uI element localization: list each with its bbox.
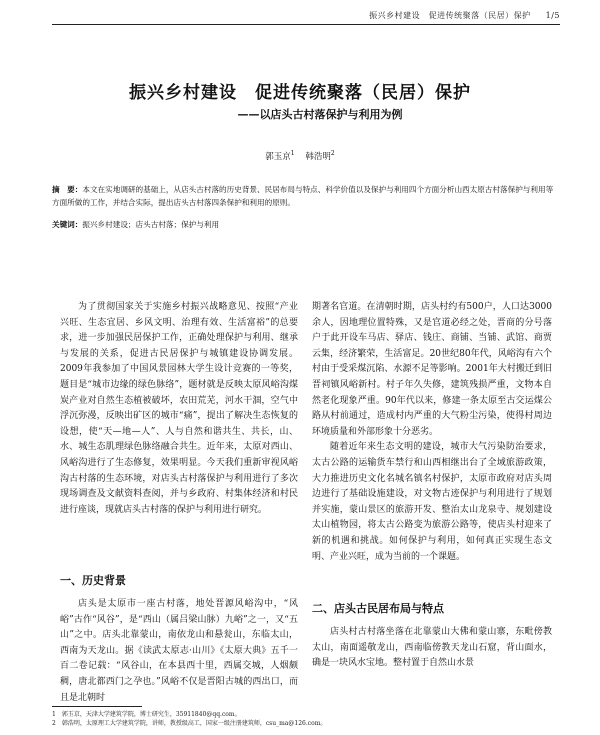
keywords-label: 关键词： xyxy=(52,220,83,229)
left-column-intro xyxy=(60,300,298,518)
abstract-text: 本文在实地调研的基础上，从店头古村落的历史背景、民居布局与特点、科学价值以及保护与利用四个方面分析山西太原古村落保护与利用等方面所做的工作，并结合实际，提出店头古村落四条保护和利用的原则。 xyxy=(52,185,554,207)
right-column-layout xyxy=(312,625,552,672)
abstract xyxy=(52,184,560,209)
header-rule xyxy=(52,24,560,25)
right-column xyxy=(312,300,552,565)
abstract-label: 摘 要： xyxy=(52,185,83,194)
history-paragraph: 店头是太原市一座古村落，地处晋源风峪沟中，“风峪”古作“风谷”，是“西山（属吕梁山脉）九峪”之一，又“五山”之中。店头北靠蒙山，南依龙山和悬瓮山，东临太山，西南为天龙山。据《读武太原志·山川》《太原大典》五千一百二卷记载：“风谷山，在本县西十里，西属交城，人烟颇稠，唐北都西门之孕也。”风峪不仅是晋阳古城的西出口，而且是北朝时 xyxy=(60,599,298,703)
page-number: 1/5 xyxy=(545,11,560,20)
author-name: 韩浩明 xyxy=(305,152,331,162)
section-heading-layout: 二、店头古民居布局与特点 xyxy=(312,602,444,615)
right-paragraph-1: 期著名官道。在清朝时期，店头村约有500户，人口达3000余人，因地理位置特殊，又是官道必经之处，晋商的分号落户于此开设车马店、驿店、钱庄、商铺、当铺、武馆、商贾云集，经济繁荣，生活富足。20世纪80年代，风峪沟有六个村由于受采煤沉陷、水源不足等影响。2001年大村搬迁到旧晋祠镇风峪新村。村子年久失修，建筑残损严重，文物本自然老化现象严重。90年代以来，修建一条太原至古交运煤公路从村前通过，造成村内严重的大气粉尘污染，使得村周边环境质量和外部形象十分恶劣。 xyxy=(312,302,552,437)
paper-subtitle: ——以店头古村落保护与利用为例 xyxy=(237,108,403,121)
running-head-text: 振兴乡村建设 促进传统聚落（民居）保护 xyxy=(369,11,531,20)
author-mark: 1 xyxy=(290,150,295,158)
footnote-2: 2 韩浩明，太原理工大学建筑学院，讲师，教授级高工，国家一级注册建筑师，csu_ma@126.com。 xyxy=(52,720,327,727)
footnote-1: 1 郭玉京，天津大学建筑学院，博士研究生，35911840@qq.com。 xyxy=(52,711,241,718)
author-name: 郭玉京 xyxy=(265,152,291,162)
author-mark: 2 xyxy=(330,150,335,158)
keywords xyxy=(52,219,560,231)
keywords-text: 振兴乡村建设；店头古村落；保护与利用 xyxy=(82,220,220,229)
right-paragraph-2: 随着近年来生态文明的建设，城市大气污染防治要求，太古公路的运输货车禁行和山西相继出台了全域旅游政策，大力推进历史文化名城名镇名村保护，太原市政府对店头周边进行了基础设施建设，对文物古迹保护与利用进行了规划并实施，蒙山景区的旅游开发、整治太山龙泉寺、规划建设太山植物园，将太古公路变为旅游公路等，使店头村迎来了新的机遇和挑战。如何保护与利用，如何真正实现生态文明、产业兴旺，成为当前的一个课题。 xyxy=(312,442,552,562)
section-heading-history: 一、历史背景 xyxy=(60,574,126,587)
layout-paragraph: 店头村古村落坐落在北靠蒙山大佛和蒙山寨，东毗傍教太山，南面遥敬龙山，西南临傍教天龙山石窟，背山面水，确是一块风水宝地。整村置于自然山水景 xyxy=(312,627,552,669)
footnotes xyxy=(52,710,560,728)
authors-line xyxy=(0,150,600,162)
intro-paragraph: 为了贯彻国家关于实施乡村振兴战略意见、按照“产业兴旺、生态宜居、乡风文明、治理有效、生活富裕”的总要求，进一步加强民居保护工作，正确处理保护与利用、继承与发展的关系，促进古民居保护与城镇建设协调发展。2009年我参加了中国风景园林大学生设计竞赛的一等奖，题目是“城市边缘的绿色脉络”，题材就是反映太原风峪沟煤炭产业对自然生态植被破坏，农田荒芜，河水干涸，空气中浮沉弥漫，反映出矿区的城市“痛”，提出了解决生态恢复的设想，使“天—地—人”、人与自然和谐共生、共长，山、水、城生态肌理绿色脉络融合共生。近年来，太原对西山、风峪沟进行了生态修复，效果明显。今天我们重新审视风峪沟古村落的生态环境，对店头古村落保护与利用进行了多次现场调查及文献资料查阅，并与乡政府、村集体经济和村民进行座谈，现就店头古村落的保护与利用进行研究。 xyxy=(60,302,298,515)
footnote-rule xyxy=(52,706,142,707)
left-column-history xyxy=(60,597,298,706)
running-head xyxy=(369,10,560,21)
paper-title: 振兴乡村建设 促进传统聚落（民居）保护 xyxy=(129,83,471,103)
